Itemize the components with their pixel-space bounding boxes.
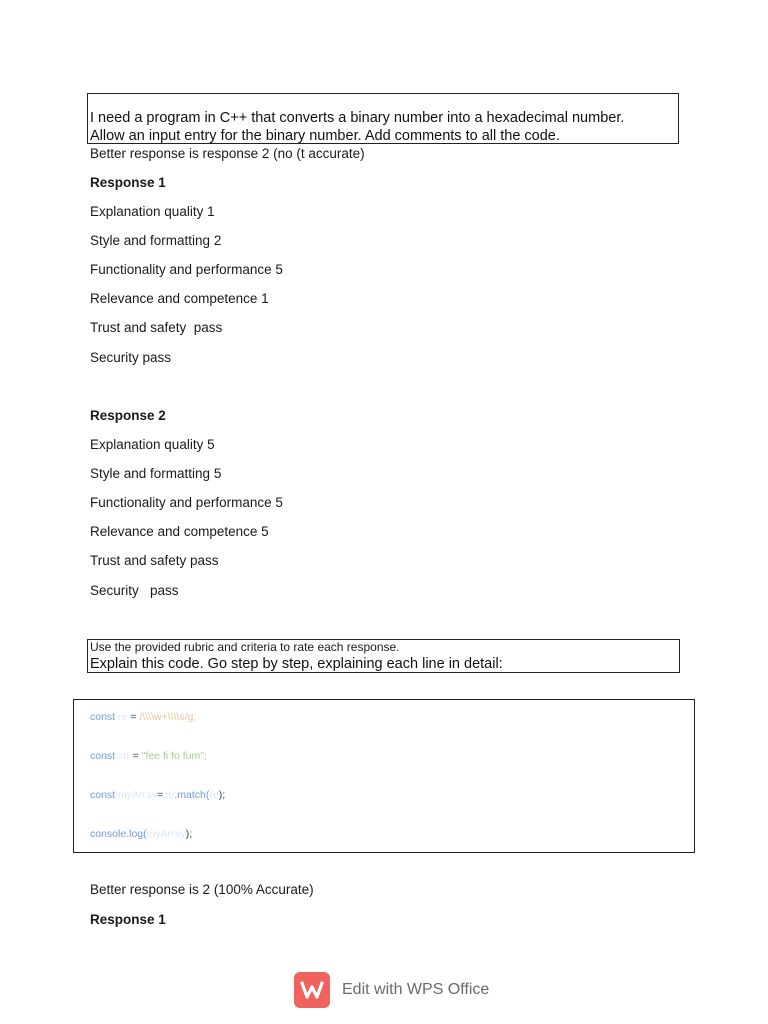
code-object: str bbox=[163, 789, 175, 801]
code-punctuation: ); bbox=[185, 828, 193, 840]
code-variable: re bbox=[118, 711, 128, 723]
code-line-4 bbox=[90, 828, 192, 841]
code-line-3 bbox=[90, 789, 225, 802]
response-2-explanation: Explanation quality 5 bbox=[90, 437, 215, 452]
code-method: .match( bbox=[174, 789, 210, 801]
code-line-1 bbox=[90, 711, 196, 724]
response-2-heading: Response 2 bbox=[90, 408, 166, 423]
code-keyword: const bbox=[90, 789, 116, 801]
code-argument: re bbox=[209, 789, 219, 801]
code-operator: = bbox=[129, 750, 142, 762]
code-line-2 bbox=[90, 750, 207, 763]
prompt-line-2: Allow an input entry for the binary number. Add comments to all the code. bbox=[90, 128, 560, 144]
wps-logo-icon bbox=[294, 972, 330, 1008]
code-operator: = bbox=[157, 789, 164, 801]
prompt-line-1: I need a program in C++ that converts a binary number into a hexadecimal number. bbox=[90, 110, 625, 126]
code-argument: myArray bbox=[146, 828, 186, 840]
response-2-style: Style and formatting 5 bbox=[90, 466, 222, 481]
response-2-functionality: Functionality and performance 5 bbox=[90, 495, 283, 510]
code-operator: = bbox=[127, 711, 140, 723]
wps-w-glyph bbox=[300, 980, 324, 1000]
response-2-trust: Trust and safety pass bbox=[90, 553, 219, 568]
code-variable: myArray bbox=[118, 789, 158, 801]
response-3-heading: Response 1 bbox=[90, 912, 166, 927]
code-method: console.log( bbox=[90, 828, 147, 840]
verdict-text-2: Better response is 2 (100% Accurate) bbox=[90, 882, 314, 897]
wps-edit-button[interactable] bbox=[294, 971, 489, 1009]
prompt-2-line-2: Explain this code. Go step by step, explaining each line in detail: bbox=[90, 656, 503, 672]
wps-edit-label: Edit with WPS Office bbox=[342, 981, 490, 998]
response-1-security: Security pass bbox=[90, 350, 172, 365]
code-punctuation: ); bbox=[218, 789, 226, 801]
response-1-heading: Response 1 bbox=[90, 175, 166, 190]
response-1-functionality: Functionality and performance 5 bbox=[90, 262, 283, 277]
response-2-relevance: Relevance and competence 5 bbox=[90, 524, 269, 539]
code-regex: /\\\\w+\\\\s/g; bbox=[139, 711, 197, 723]
response-1-style: Style and formatting 2 bbox=[90, 233, 222, 248]
response-1-explanation: Explanation quality 1 bbox=[90, 204, 215, 219]
verdict-text: Better response is response 2 (no (t accurate) bbox=[90, 146, 365, 161]
prompt-2-line-1: Use the provided rubric and criteria to rate each response. bbox=[90, 640, 400, 654]
code-string: "fee fi fo fum"; bbox=[141, 750, 207, 762]
code-variable: str bbox=[118, 750, 130, 762]
response-2-security: Security pass bbox=[90, 583, 179, 598]
response-1-relevance: Relevance and competence 1 bbox=[90, 291, 269, 306]
code-keyword: const bbox=[90, 750, 116, 762]
response-1-trust: Trust and safety pass bbox=[90, 320, 223, 335]
code-keyword: const bbox=[90, 711, 116, 723]
